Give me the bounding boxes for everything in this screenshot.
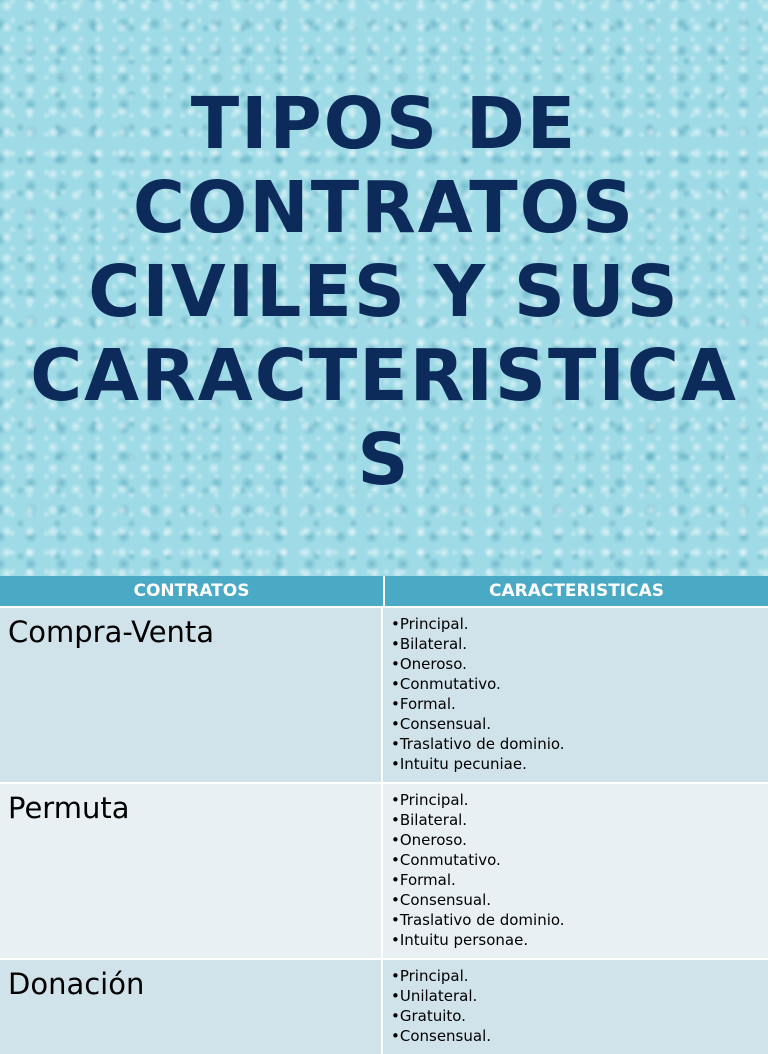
list-item: •Traslativo de dominio.: [391, 735, 565, 753]
contract-cell: [0, 784, 383, 958]
characteristics-list: [391, 790, 768, 950]
list-item: •Intuitu pecuniae.: [391, 755, 527, 773]
characteristics-cell: [383, 608, 768, 782]
table-row: [0, 958, 768, 1054]
contract-name: Permuta: [8, 791, 130, 825]
contracts-table: [0, 576, 768, 1045]
list-item: •Bilateral.: [391, 811, 468, 829]
list-item: •Principal.: [391, 967, 469, 985]
contract-name: Donación: [8, 967, 145, 1001]
list-item: •Bilateral.: [391, 635, 468, 653]
characteristics-cell: [383, 784, 768, 958]
list-item: •Formal.: [391, 871, 456, 889]
column-header-caracteristicas: CARACTERISTICAS: [488, 581, 665, 601]
list-item: •Unilateral.: [391, 987, 478, 1005]
contract-cell: [0, 608, 383, 782]
title-line: CARACTERISTICA: [30, 334, 738, 417]
title-line: TIPOS DE: [190, 82, 578, 165]
characteristics-list: [391, 614, 768, 774]
list-item: •Oneroso.: [391, 655, 467, 673]
list-item: •Consensual.: [391, 1027, 492, 1045]
list-item: •Principal.: [391, 615, 469, 633]
list-item: •Consensual.: [391, 891, 492, 909]
contract-cell: [0, 960, 383, 1054]
table-row: [0, 782, 768, 958]
title-line: S: [357, 418, 411, 501]
list-item: •Conmutativo.: [391, 851, 501, 869]
slide-title: [0, 82, 768, 502]
list-item: •Formal.: [391, 695, 456, 713]
characteristics-list: [391, 966, 768, 1046]
list-item: •Consensual.: [391, 715, 492, 733]
table-header: [0, 576, 768, 606]
characteristics-cell: [383, 960, 768, 1054]
list-item: •Oneroso.: [391, 831, 467, 849]
list-item: •Traslativo de dominio.: [391, 911, 565, 929]
title-line: CONTRATOS: [132, 166, 636, 249]
title-line: CIVILES Y SUS: [88, 250, 680, 333]
list-item: •Intuitu personae.: [391, 931, 529, 949]
table-row: [0, 606, 768, 782]
contract-name: Compra-Venta: [8, 615, 215, 649]
list-item: •Gratuito.: [391, 1007, 466, 1025]
column-header-contratos: CONTRATOS: [0, 576, 385, 606]
list-item: •Conmutativo.: [391, 675, 501, 693]
list-item: •Principal.: [391, 791, 469, 809]
